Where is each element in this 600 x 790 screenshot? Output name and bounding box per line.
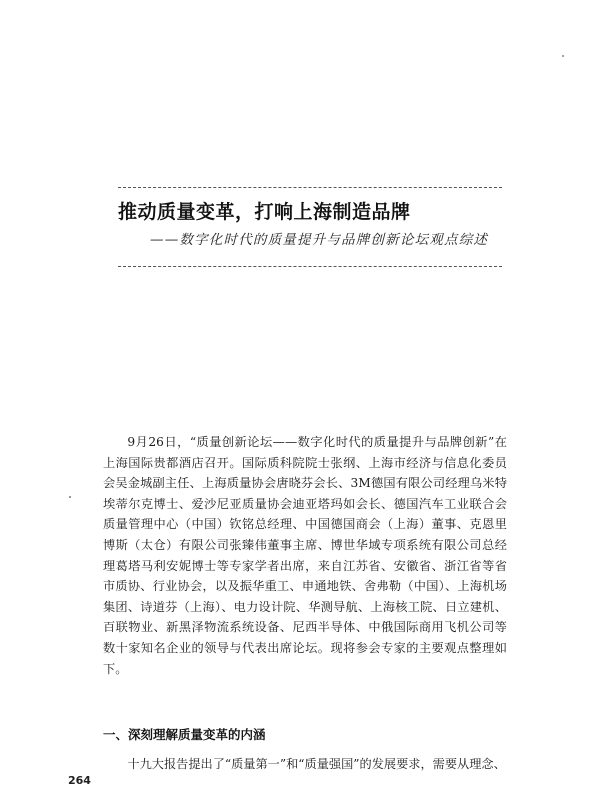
section-heading: 一、深刻理解质量变革的内涵 bbox=[103, 727, 266, 742]
article-subtitle: ——数字化时代的质量提升与品牌创新论坛观点综述 bbox=[150, 232, 489, 248]
header-rule-bottom bbox=[118, 266, 502, 267]
scan-speck bbox=[562, 55, 564, 57]
scan-speck bbox=[69, 496, 71, 498]
page-number: 264 bbox=[68, 774, 91, 787]
section-paragraph: 十九大报告提出了“质量第一”和“质量强国”的发展要求，需要从理念、 bbox=[127, 757, 506, 771]
article-title: 推动质量变革，打响上海制造品牌 bbox=[118, 201, 411, 223]
intro-paragraph: 9月26日，“质量创新论坛——数字化时代的质量提升与品牌创新”在上海国际贵都酒店召开。国际质科院院士张纲、上海市经济与信息化委员会吴金城副主任、上海质量协会唐晓芬会长、3M德国有限公司经理乌米特埃蒂尔克博士、爱沙尼亚质量协会迪亚塔玛如会长、德国汽车工业联合会质量管理中心（中国）钦铭总经理、中国德国商会（上海）董事、克恩里博斯（太仓）有限公司张臻伟董事主席、博世华域专项系统有限公司总经理葛塔马利安妮博士等专家学者出席，来自江苏省、安徽省、浙江省等省市质协、行业协会，以及振华重工、申通地铁、舍弗勒（中国）、上海机场集团、诗道芬（上海）、电力设计院、华测导航、上海核工院、日立建机、百联物业、新黑泽物流系统设备、尼西半导体、中俄国际商用飞机公司等数十家知名企业的领导与代表出席论坛。现将参会专家的主要观点整理如下。 bbox=[103, 435, 507, 676]
header-rule-top bbox=[118, 187, 502, 188]
